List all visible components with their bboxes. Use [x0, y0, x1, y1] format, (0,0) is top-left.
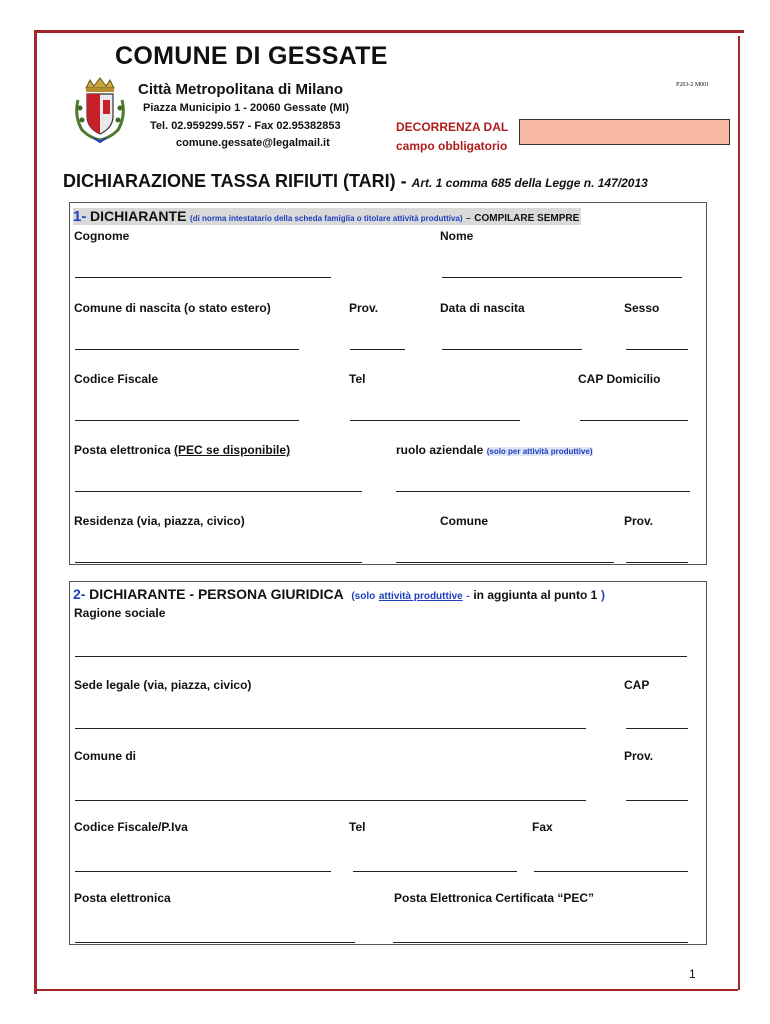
metropolitan-city: Città Metropolitana di Milano [138, 81, 343, 98]
page-frame-bottom [36, 989, 738, 991]
comune-input[interactable] [396, 562, 614, 563]
page-number: 1 [689, 967, 696, 981]
prov-residenza-input[interactable] [626, 562, 688, 563]
prov-sede-label: Prov. [624, 749, 654, 763]
fax-input[interactable] [534, 871, 688, 872]
ragione-sociale-label: Ragione sociale [74, 606, 166, 620]
section-1-instruction: COMPILARE SEMPRE [474, 213, 580, 224]
tel-pg-label: Tel [349, 820, 366, 834]
pec-note: (PEC se disponibile) [174, 443, 291, 457]
form-title-dash: - [400, 171, 407, 191]
page-frame-left [34, 30, 37, 994]
sesso-label: Sesso [624, 301, 660, 315]
section-2-note-rest: in aggiunta al punto 1 [473, 588, 598, 602]
decorrenza-date-field[interactable] [519, 119, 730, 145]
comune-label: Comune [440, 514, 488, 528]
section-2-note-link: attività produttive [378, 591, 463, 602]
prov-sede-input[interactable] [626, 800, 688, 801]
section-2-title: DICHIARANTE - PERSONA GIURIDICA [89, 586, 344, 602]
section-1-header [73, 208, 581, 225]
page-frame-right [738, 36, 740, 990]
residenza-label: Residenza (via, piazza, civico) [74, 514, 245, 528]
cap-domicilio-input[interactable] [580, 420, 688, 421]
section-2-note-dash: - [466, 591, 470, 602]
prov-nascita-label: Prov. [349, 301, 379, 315]
cap-input[interactable] [626, 728, 688, 729]
posta-pg-input[interactable] [75, 942, 355, 943]
codice-fiscale-label: Codice Fiscale [74, 372, 159, 386]
form-title [63, 171, 648, 192]
form-title-law: Art. 1 comma 685 della Legge n. 147/2013 [411, 176, 648, 190]
cf-piva-label: Codice Fiscale/P.Iva [74, 820, 188, 834]
tel-input[interactable] [350, 420, 520, 421]
posta-elettronica-label [74, 443, 290, 457]
cognome-input[interactable] [75, 277, 331, 278]
posta-elettronica-input[interactable] [75, 491, 362, 492]
comune-di-input[interactable] [75, 800, 586, 801]
comune-di-label: Comune di [74, 749, 136, 763]
posta-pg-label: Posta elettronica [74, 891, 171, 905]
section-2-number: 2- [73, 586, 86, 602]
decorrenza-label: DECORRENZA DAL [396, 120, 509, 134]
comune-nascita-input[interactable] [75, 349, 299, 350]
cap-domicilio-label: CAP Domicilio [578, 372, 661, 386]
pec-input[interactable] [393, 942, 688, 943]
prov-nascita-input[interactable] [350, 349, 405, 350]
residenza-input[interactable] [75, 562, 362, 563]
sede-legale-label: Sede legale (via, piazza, civico) [74, 678, 252, 692]
section-2-note-open: (solo [351, 591, 376, 602]
ruolo-aziendale-label [396, 443, 593, 457]
pec-label: Posta Elettronica Certificata “PEC” [394, 891, 595, 905]
comune-nascita-label: Comune di nascita (o stato estero) [74, 301, 271, 315]
page-frame-top [36, 30, 744, 33]
nome-label: Nome [440, 229, 474, 243]
data-nascita-input[interactable] [442, 349, 582, 350]
document-code: P203-2 M001 [676, 82, 710, 88]
section-1-title: DICHIARANTE [89, 208, 187, 224]
form-title-main: DICHIARAZIONE TASSA RIFIUTI (TARI) [63, 171, 396, 191]
section-2-note-close: ) [600, 588, 605, 602]
cf-piva-input[interactable] [75, 871, 331, 872]
cognome-label: Cognome [74, 229, 130, 243]
ruolo-aziendale-input[interactable] [396, 491, 690, 492]
nome-input[interactable] [442, 277, 682, 278]
prov-residenza-label: Prov. [624, 514, 654, 528]
coat-of-arms-icon [72, 76, 128, 144]
section-1-note-sep: – [466, 214, 471, 223]
ragione-sociale-input[interactable] [75, 656, 687, 657]
cap-label: CAP [624, 678, 650, 692]
section-2-header [73, 586, 605, 602]
posta-label-text: Posta elettronica [74, 443, 171, 457]
ruolo-note: (solo per attività produttive) [486, 447, 593, 456]
address-line: Piazza Municipio 1 - 20060 Gessate (MI) [143, 102, 350, 114]
ruolo-label-text: ruolo aziendale [396, 443, 484, 457]
email-line: comune.gessate@legalmail.it [176, 137, 330, 149]
sesso-input[interactable] [626, 349, 688, 350]
section-1-note: (di norma intestatario della scheda famiglia o titolare attività produttiva) [190, 214, 463, 223]
section-1-number: 1- [73, 208, 87, 225]
fax-label: Fax [532, 820, 553, 834]
tel-label: Tel [349, 372, 366, 386]
phone-fax-line: Tel. 02.959299.557 - Fax 02.95382853 [150, 120, 341, 132]
tel-pg-input[interactable] [353, 871, 517, 872]
data-nascita-label: Data di nascita [440, 301, 525, 315]
codice-fiscale-input[interactable] [75, 420, 299, 421]
sede-legale-input[interactable] [75, 728, 586, 729]
required-field-note: campo obbligatorio [396, 139, 508, 153]
municipality-title: COMUNE DI GESSATE [115, 42, 388, 70]
